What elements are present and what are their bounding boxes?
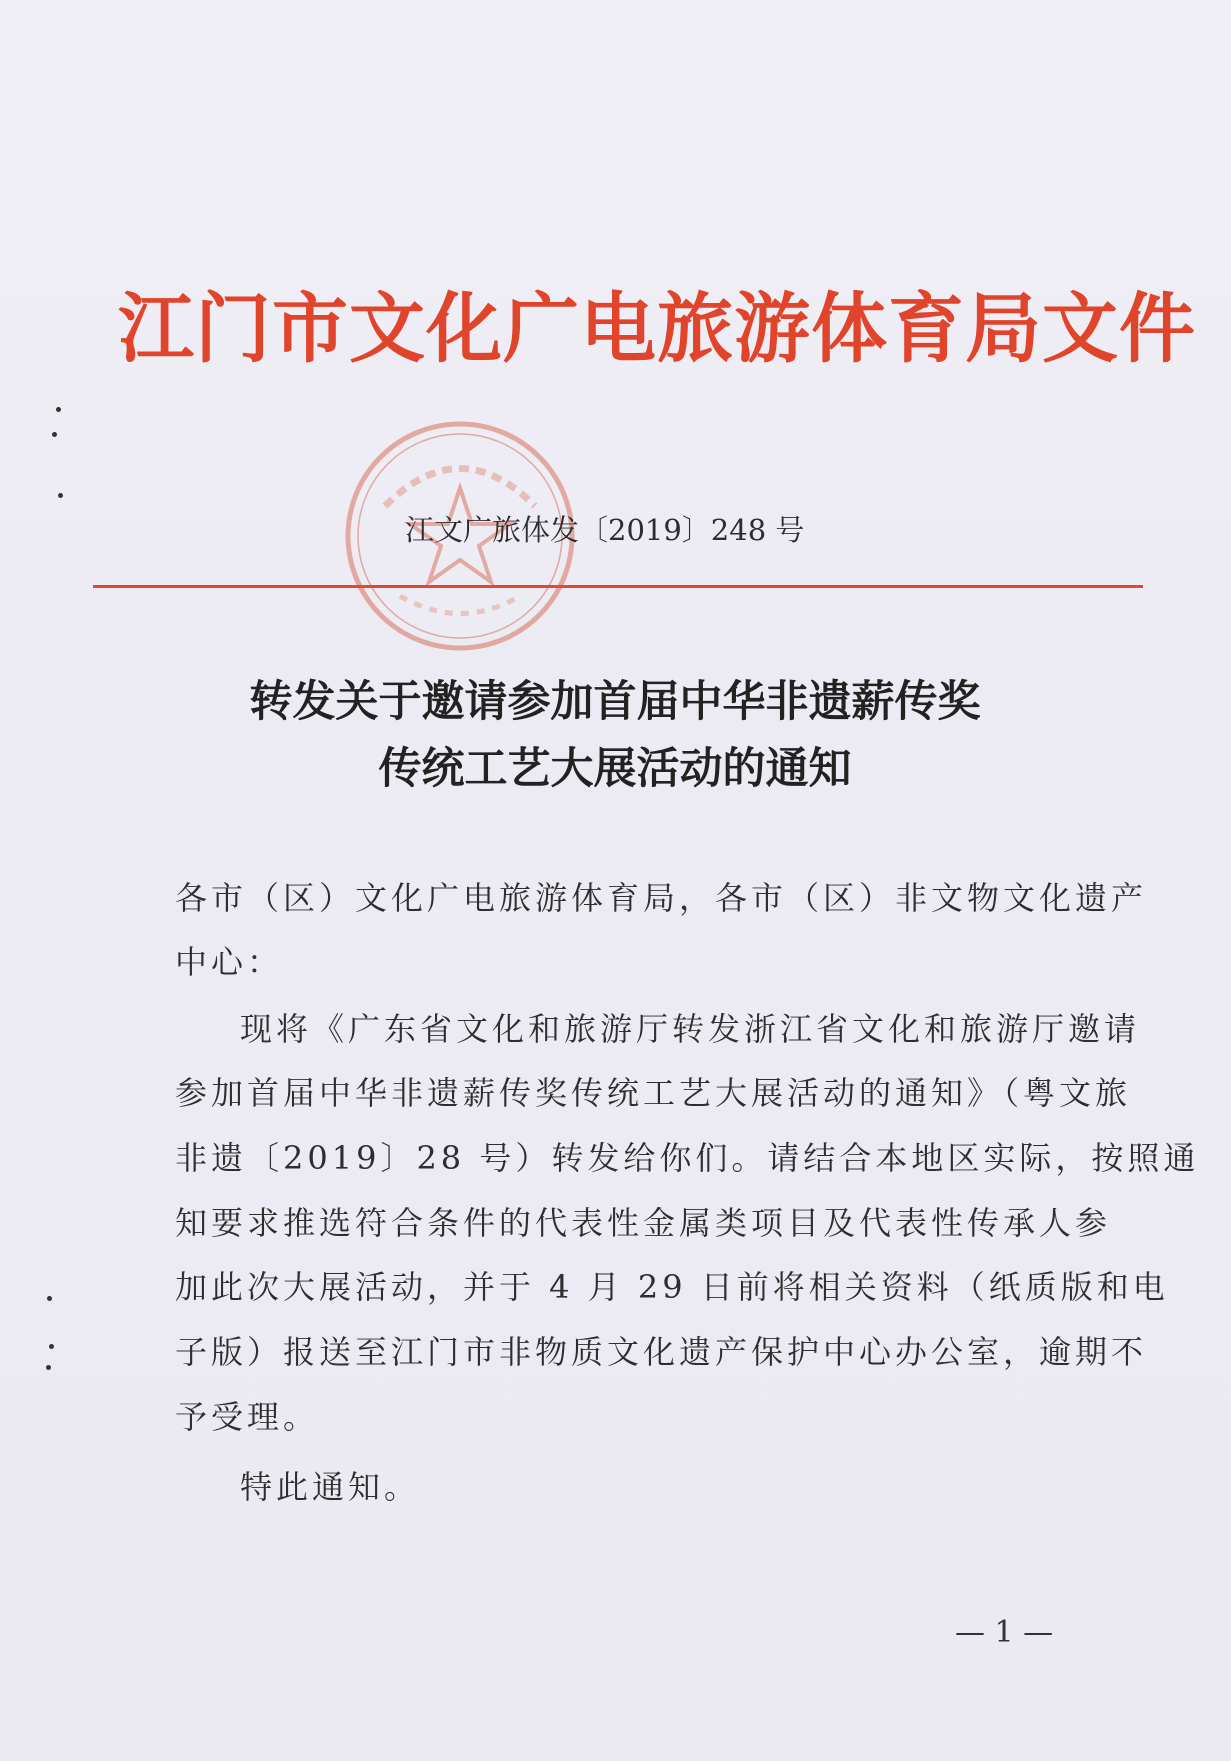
- closing-line: 特此通知。: [240, 1468, 421, 1506]
- notice-title-line-2: 传统工艺大展活动的通知: [378, 744, 852, 794]
- binding-mark: [49, 1344, 54, 1349]
- paragraph-line: 参加首届中华非遗薪传奖传统工艺大展活动的通知》（粤文旅: [175, 1074, 1132, 1112]
- page-number: — 1 —: [955, 1615, 1054, 1650]
- binding-mark: [58, 493, 63, 498]
- paragraph-line: 加此次大展活动，并于 4 月 29 日前将相关资料（纸质版和电: [175, 1268, 1169, 1306]
- document-number: 江文广旅体发〔2019〕248 号: [405, 513, 805, 547]
- paragraph-line: 现将《广东省文化和旅游厅转发浙江省文化和旅游厅邀请: [240, 1010, 1141, 1048]
- red-separator-rule: [93, 585, 1143, 588]
- binding-mark: [46, 1365, 51, 1370]
- binding-mark: [56, 407, 61, 412]
- salutation-line: 各市（区）文化广电旅游体育局，各市（区）非文物文化遗产: [175, 879, 1148, 917]
- paragraph-line: 非遗〔2019〕28 号）转发给你们。请结合本地区实际，按照通: [175, 1139, 1200, 1177]
- binding-mark: [52, 432, 57, 437]
- paragraph-line: 知要求推选符合条件的代表性金属类项目及代表性传承人参: [175, 1204, 1112, 1242]
- notice-title-line-1: 转发关于邀请参加首届中华非遗薪传奖: [249, 677, 981, 727]
- paragraph-line: 予受理。: [175, 1398, 320, 1436]
- salutation-line: 中心：: [175, 943, 284, 981]
- issuer-title: 江门市文化广电旅游体育局文件: [118, 284, 1196, 373]
- paragraph-line: 子版）报送至江门市非物质文化遗产保护中心办公室，逾期不: [175, 1333, 1148, 1371]
- binding-mark: [47, 1296, 52, 1301]
